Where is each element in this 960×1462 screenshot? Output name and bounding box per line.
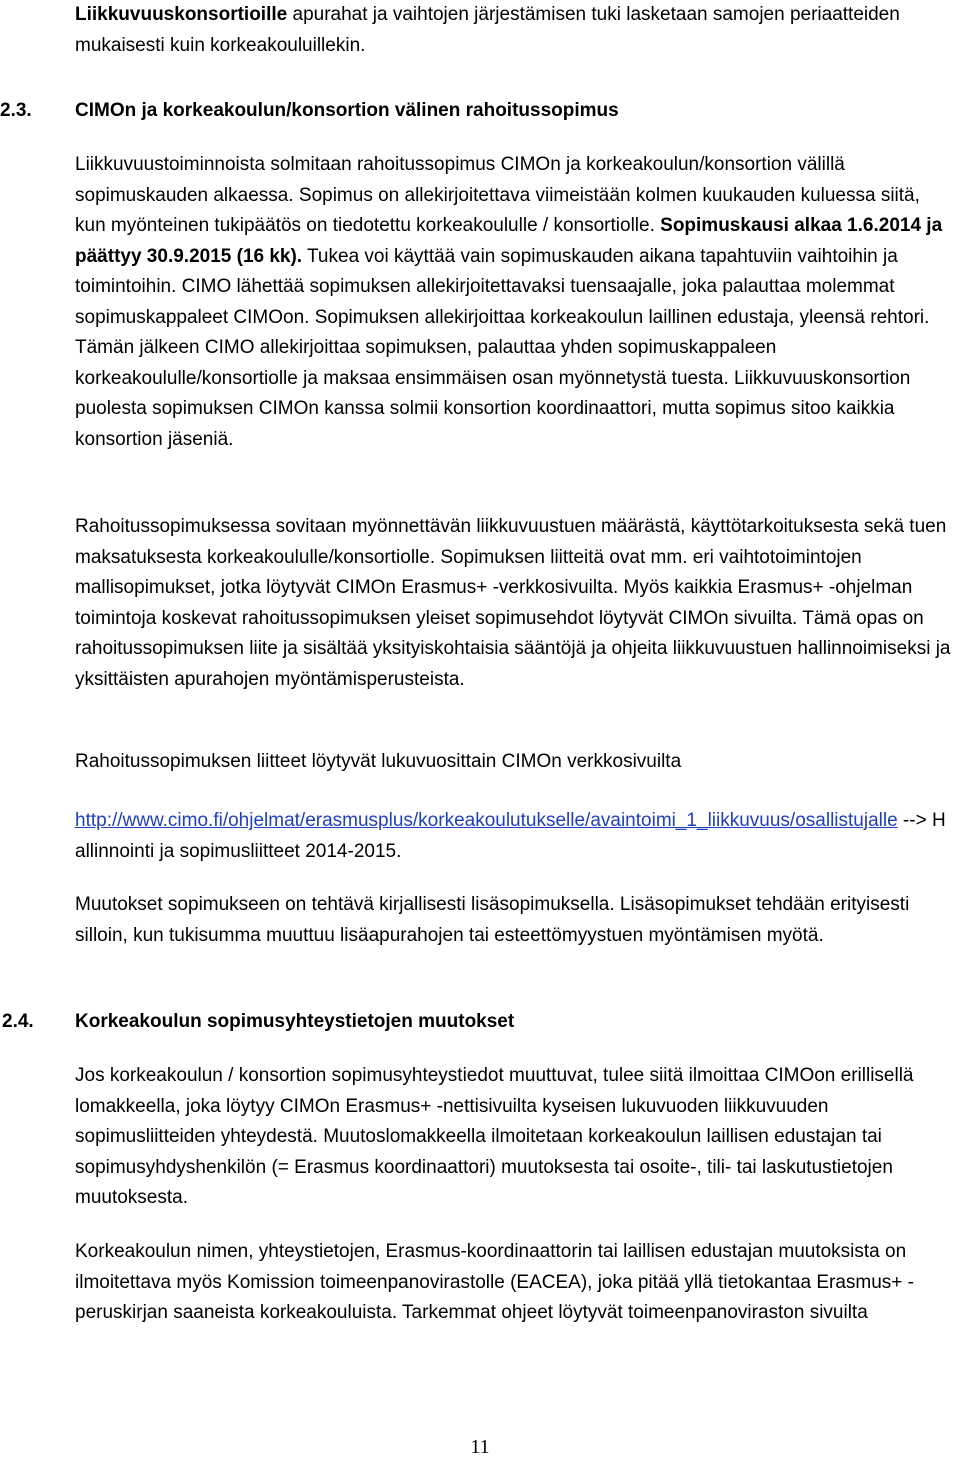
attachments-link-suffix: --> Hallinnointi ja sopimusliitteet 2014-2015. — [75, 810, 946, 862]
contract-period-bold: Sopimuskausi alkaa 1.6.2014 ja päättyy 30.9.2015 (16 kk). — [75, 215, 943, 267]
section-2-4-paragraph-1: Jos korkeakoulun / konsortion sopimusyhteystiedot muuttuvat, tulee siitä ilmoittaa CIMOon erillisellä lomakkeella, joka löytyy CIMOn Erasmus+ -nettisivuilta kyseisen lukuvuoden liikkuvuuden sopimusliitteiden yhteydestä. Muutoslomakkeella ilmoitetaan korkeakoulun laillisen edustajan tai sopimusyhdyshenkilön (= Erasmus koordinaattori) muutoksesta tai osoite-, tili- tai laskutustietojen muutoksesta. — [75, 1065, 914, 1208]
page-number: 11 — [470, 1436, 490, 1458]
section-2-3-number: 2.3. — [0, 100, 32, 121]
section-2-4-title: Korkeakoulun sopimusyhteystietojen muutokset — [75, 1011, 515, 1032]
intro-bold-lead: Liikkuvuuskonsortioille — [75, 4, 288, 25]
intro-paragraph — [75, 0, 955, 61]
section-2-3-paragraph-2: Rahoitussopimuksessa sovitaan myönnettävän liikkuvuustuen määrästä, käyttötarkoituksesta sekä tuen maksatuksesta korkeakoululle/konsortiolle. Sopimuksen liitteitä ovat mm. eri vaihtotoimintojen mallisopimukset, jotka löytyvät CIMOn Erasmus+ -verkkosivuilta. Myös kaikkia Erasmus+ -ohjelman toimintoja koskevat rahoitussopimuksen yleiset sopimusehdot löytyvät CIMOn sivuilta. Tämä opas on rahoitussopimuksen liite ja sisältää yksityiskohtaisia sääntöjä ja ohjeita liikkuvuustuen hallinnoimiseksi ja yksittäisten apurahojen myöntämisperusteista. — [75, 516, 951, 690]
section-2-3-p1-part-b: Tukea voi käyttää vain sopimuskauden aikana tapahtuviin vaihtoihin ja toimintoihin. CIMO lähettää sopimuksen allekirjoitettavaksi tuensaajalle, joka palauttaa molemmat sopimuskappaleet CIMOon. Sopimuksen allekirjoittaa korkeakoulun laillinen edustaja, yleensä rehtori. Tämän jälkeen CIMO allekirjoittaa sopimuksen, palauttaa yhden sopimuskappaleen korkeakoululle/konsortiolle ja maksaa ensimmäisen osan myönnetystä tuesta. Liikkuvuuskonsortion puolesta sopimuksen CIMOn kanssa solmii konsortion koordinaattori, mutta sopimus sitoo kaikkia konsortion jäseniä. — [75, 245, 930, 450]
attachments-link[interactable]: http://www.cimo.fi/ohjelmat/erasmusplus/korkeakoulutukselle/avaintoimi_1_liikkuvuus/osallistujalle — [75, 810, 898, 831]
section-2-3-paragraph-4: Muutokset sopimukseen on tehtävä kirjallisesti lisäsopimuksella. Lisäsopimukset tehdään erityisesti silloin, kun tukisumma muuttuu lisäapurahojen tai esteettömyystuen myöntämisen myötä. — [75, 894, 910, 946]
section-2-4-heading — [0, 1007, 960, 1037]
section-2-3-title: CIMOn ja korkeakoulun/konsortion välinen rahoitussopimus — [75, 100, 619, 121]
section-2-4-paragraph-2: Korkeakoulun nimen, yhteystietojen, Erasmus-koordinaattorin tai laillisen edustajan muutoksista on ilmoitettava myös Komission toimeenpanovirastolle (EACEA), joka pitää yllä tietokantaa Erasmus+ -peruskirjan saaneista korkeakouluista. Tarkemmat ohjeet löytyvät toimeenpanoviraston sivuilta — [75, 1241, 915, 1323]
section-2-3-heading — [0, 96, 960, 126]
attachments-link-paragraph — [75, 806, 955, 867]
section-2-4-number: 2.4. — [2, 1011, 34, 1032]
intro-text: apurahat ja vaihtojen järjestämisen tuki lasketaan samojen periaatteiden mukaisesti kuin korkeakouluillekin. — [75, 4, 900, 56]
section-2-3-paragraph-1 — [75, 150, 955, 455]
section-2-3-p1-part-a: Liikkuvuustoiminnoista solmitaan rahoitussopimus CIMOn ja korkeakoulun/konsortion välillä sopimuskauden alkaessa. Sopimus on allekirjoitettava viimeistään kolmen kuukauden kuluessa siitä, kun myönteinen tukipäätös on tiedotettu korkeakoululle / konsortiolle. — [75, 154, 920, 236]
section-2-3-paragraph-3: Rahoitussopimuksen liitteet löytyvät lukuvuosittain CIMOn verkkosivuilta — [75, 751, 682, 772]
